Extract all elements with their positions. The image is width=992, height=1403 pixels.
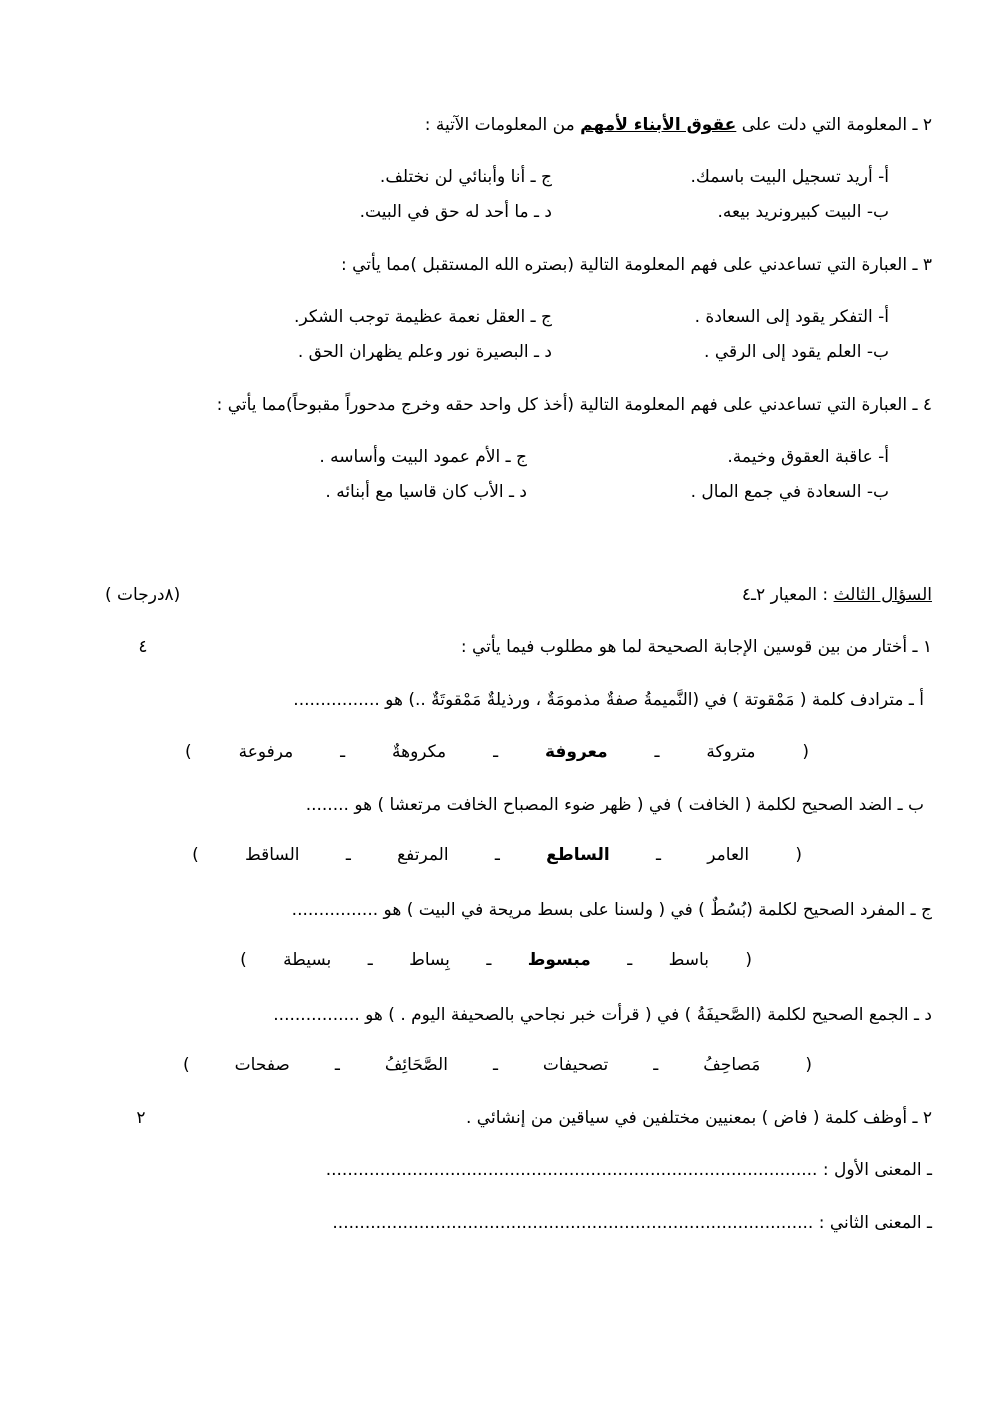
separator: ـ <box>627 950 633 970</box>
separator: ـ <box>340 742 346 762</box>
option-d: د ـ الأب كان قاسيا مع أبنائه . <box>325 482 527 502</box>
option-a: أ- التفكر يقود إلى السعادة . <box>694 307 889 327</box>
option-2: تصحيفات <box>542 1055 609 1075</box>
option-b: ب- العلم يقود إلى الرقي . <box>704 342 889 362</box>
section-standard: : المعيار ٢ـ٤ <box>741 585 829 605</box>
open-paren: ( <box>805 1055 812 1075</box>
option-a: أ- عاقبة العقوق وخيمة. <box>727 447 889 467</box>
separator: ـ <box>493 742 499 762</box>
separator: ـ <box>656 845 661 865</box>
separator: ـ <box>654 742 660 762</box>
section-marks: (٨درجات ) <box>105 585 181 605</box>
question-4-stem: ٤ ـ العبارة التي تساعدني على فهم المعلومة التالية (أخذ كل واحد حقه وخرج مدحوراً مقبوحاً)مما يأتي : <box>216 395 932 415</box>
meaning-1-line: ـ المعنى الأول : ........................................................................................... <box>325 1160 932 1180</box>
option-b: ب- البيت كبيرونريد بيعه. <box>717 202 889 222</box>
option-3: المرتفع <box>397 845 449 865</box>
option-4: مرفوعة <box>238 742 294 762</box>
stem-suffix: من المعلومات الآتية : <box>424 115 575 135</box>
subq-c-stem: ج ـ المفرد الصحيح لكلمة (بُسُطٌ ) في ( ولسنا على بسط مريحة في البيت ) هو ................ <box>291 900 932 920</box>
option-b: ب- السعادة في جمع المال . <box>690 482 889 502</box>
option-d: د ـ البصيرة نور وعلم يظهران الحق . <box>297 342 552 362</box>
open-paren: ( <box>802 742 809 762</box>
meaning-2-line: ـ المعنى الثاني : ......................................................................................... <box>332 1213 932 1233</box>
close-paren: ) <box>183 1055 190 1075</box>
question-3-stem: ٣ ـ العبارة التي تساعدني على فهم المعلومة التالية (بصتره الله المستقبل )مما يأتي : <box>340 255 932 275</box>
open-paren: ( <box>795 845 802 865</box>
part-1-score: ٤ <box>138 637 148 657</box>
separator: ـ <box>345 845 351 865</box>
option-4: الساقط <box>245 845 300 865</box>
part-2-stem: ٢ ـ أوظف كلمة ( فاض ) بمعنيين مختلفين في سياقين من إنشائي . <box>465 1108 932 1128</box>
option-j: ج ـ الأم عمود البيت وأساسه . <box>319 447 527 467</box>
option-1: متروكة <box>706 742 756 762</box>
option-2: الساطع <box>546 845 610 865</box>
option-2: معروفة <box>544 742 608 762</box>
subq-b-stem: ب ـ الضد الصحيح لكلمة ( الخافت ) في ( ظهر ضوء المصباح الخافت مرتعشا ) هو ........ <box>305 795 924 815</box>
part-1-stem: ١ ـ أختار من بين قوسين الإجابة الصحيحة لما هو مطلوب فيما يأتي : <box>460 637 932 657</box>
option-1: مَصاحِفُ <box>703 1055 761 1075</box>
section-3-header <box>742 583 932 607</box>
open-paren: ( <box>745 950 752 970</box>
subq-c-options <box>240 948 752 972</box>
subq-d-options <box>183 1053 812 1077</box>
option-d: د ـ ما أحد له حق في البيت. <box>359 202 552 222</box>
question-2-stem <box>232 113 932 137</box>
option-2: مبسوط <box>527 950 591 970</box>
option-3: الصَّحَائِفُ <box>384 1055 448 1075</box>
subq-a-options <box>185 740 809 764</box>
separator: ـ <box>367 950 373 970</box>
separator: ـ <box>494 845 500 865</box>
close-paren: ) <box>192 845 199 865</box>
separator: ـ <box>653 1055 659 1075</box>
option-j: ج ـ أنا وأبنائي لن نختلف. <box>379 167 552 187</box>
separator: ـ <box>492 1055 498 1075</box>
option-3: مكروهةٌ <box>392 742 447 762</box>
option-4: بسيطة <box>283 950 332 970</box>
subq-a-stem: أ ـ مترادف كلمة ( مَمْقوتة ) في (النَّميمةُ صفةٌ مذمومَةٌ ، ورذيلةٌ مَمْقوتَةٌ ..) هو ................ <box>293 690 924 710</box>
close-paren: ) <box>240 950 247 970</box>
option-a: أ- أريد تسجيل البيت باسمك. <box>690 167 889 187</box>
stem-emphasis: عقوق الأبناء لأمهم <box>580 115 737 135</box>
option-4: صفحات <box>234 1055 290 1075</box>
separator: ـ <box>486 950 492 970</box>
option-1: العامر <box>707 845 750 865</box>
section-title: السؤال الثالث <box>833 585 932 605</box>
subq-d-stem: د ـ الجمع الصحيح لكلمة (الصَّحيفَةُ ) في ( قرأت خبر نجاحي بالصحيفة اليوم . ) هو ................ <box>273 1005 932 1025</box>
close-paren: ) <box>185 742 192 762</box>
option-j: ج ـ العقل نعمة عظيمة توجب الشكر. <box>294 307 552 327</box>
stem-prefix: ٢ ـ المعلومة التي دلت على <box>741 115 932 135</box>
part-2-score: ٢ <box>136 1108 146 1128</box>
option-1: باسط <box>668 950 709 970</box>
option-3: بِساط <box>409 950 450 970</box>
separator: ـ <box>334 1055 340 1075</box>
subq-b-options <box>192 843 802 867</box>
